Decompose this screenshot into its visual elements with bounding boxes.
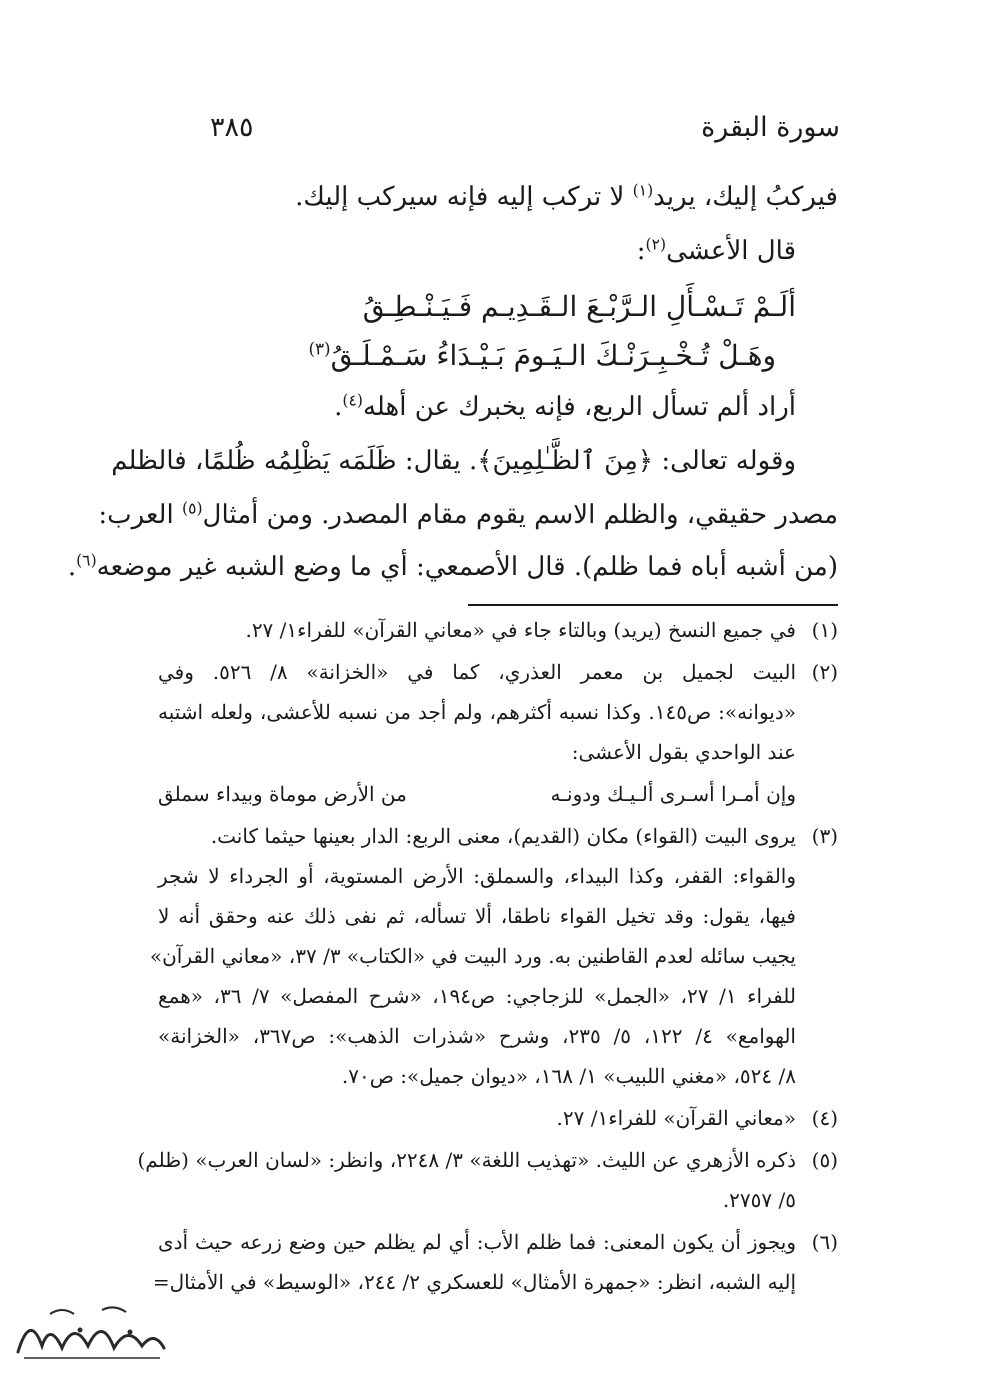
footnote-line: ويجوز أن يكون المعنى: فما ظلم الأب: أي لم يظلم حين وضع زرعه حيث أدى — [158, 1230, 796, 1254]
footnote-line: ذكره الأزهري عن الليث. «تهذيب اللغة» ٣/ ٢٢٤٨، وانظر: «لسان العرب» (ظلم) — [137, 1148, 796, 1172]
footnote-line: ٥/ ٢٧٥٧. — [722, 1188, 796, 1212]
footnote-separator — [468, 604, 838, 606]
main-line: فيركبُ إليك، يريد$^{(١)}$ لا تركب إليه فإنه سيركب إليك. — [295, 181, 838, 212]
footnote-line: ٨/ ٥٢٤، «مغني اللبيب» ١/ ١٦٨، «ديوان جميل»: ص٧٠. — [341, 1064, 796, 1088]
footnote-line: «معاني القرآن» للفراء١/ ٢٧. — [556, 1106, 796, 1130]
poem-hemistich-2: وهَـلْ تُـخْـبِـرَنْـكَ الـيَـومَ بَـيْـدَاءُ سَـمْـلَـقُ$^{(٣)}$ — [308, 338, 776, 372]
footnote-line: يروى البيت (القواء) مكان (القديم)، معنى الربع: الدار بعينها حيثما كانت. — [210, 824, 796, 848]
footnote-line: للفراء ١/ ٢٧، «الجمل» للزجاجي: ص١٩٤، «شرح المفصل» ٧/ ٣٦، «همع — [158, 984, 796, 1008]
footnote-number: (٦) — [811, 1230, 838, 1254]
main-line: أراد ألم تسأل الربع، فإنه يخبرك عن أهله$^{(٤)}$. — [334, 391, 796, 422]
footnote-ref: (٣) — [308, 338, 331, 359]
main-line: (من أشبه أباه فما ظلم). قال الأصمعي: أي ما وضع الشبه غير موضعه$^{(٦)}$. — [67, 551, 838, 582]
main-line: مصدر حقيقي، والظلم الاسم يقوم مقام المصدر. ومن أمثال$^{(٥)}$ العرب: — [98, 499, 838, 530]
footnote-line: البيت لجميل بن معمر العذري، كما في «الخزانة» ٨/ ٥٢٦. وفي — [158, 660, 796, 684]
footnote-verse-2: من الأرض موماة وبيداء سملق — [158, 782, 407, 806]
main-line: وقوله تعالى: ﴿مِنَ ٱلظَّـٰلِمِينَ﴾. يقال: ظَلَمَه يَظْلِمُه ظُلمًا، فالظلم — [111, 446, 796, 476]
footnote-number: (٢) — [811, 660, 838, 684]
footnote-line: إليه الشبه، انظر: «جمهرة الأمثال» للعسكري ٢/ ٢٤٤، «الوسيط» في الأمثال= — [152, 1270, 796, 1294]
footnote-ref: (١) — [632, 181, 654, 200]
footnote-ref: (٥) — [181, 499, 203, 518]
footnote-line: عند الواحدي بقول الأعشى: — [571, 740, 796, 764]
footnote-number: (١) — [811, 618, 838, 642]
footnote-line: الهوامع» ٤/ ١٢٢، ٥/ ٢٣٥، وشرح «شذرات الذهب»: ص٣٦٧، «الخزانة» — [158, 1024, 796, 1048]
main-line: قال الأعشى$^{(٢)}$: — [636, 235, 796, 266]
footnote-number: (٣) — [811, 824, 838, 848]
footnote-verse-1: وإن أمـرا أسـرى ألـيـك ودونـه — [550, 782, 796, 806]
footnote-line: «ديوانه»: ص١٤٥. وكذا نسبه أكثرهم، ولم أجد من نسبه للأعشى، ولعله اشتبه — [158, 700, 797, 724]
running-header — [210, 112, 840, 152]
page-number: ٣٨٥ — [210, 112, 254, 143]
footnote-ref: (٤) — [342, 391, 363, 410]
poem-hemistich-1: ألَـمْ تَـسْـأَلِ الـرَّبْـعَ الـقَـدِيـم فَـيَـنْـطِـقُ — [362, 290, 796, 323]
footnote-ref: (٢) — [645, 235, 667, 254]
surah-title: سورة البقرة — [701, 112, 840, 143]
footnote-line: والقواء: القفر، وكذا البيداء، والسملق: الأرض المستوية، أو الجرداء لا شجر — [158, 864, 796, 888]
footnote-line: في جميع النسخ (يريد) وبالتاء جاء في «معاني القرآن» للفراء١/ ٢٧. — [245, 618, 796, 642]
footnote-ref: (٦) — [76, 551, 97, 570]
stamp-logo — [10, 1302, 170, 1366]
footnote-number: (٥) — [811, 1148, 838, 1172]
footnote-line: فيها، يقول: وقد تخيل القواء ناطقا، ألا تسأله، ثم نفى ذلك عنه وحقق أنه لا — [158, 904, 796, 928]
footnote-number: (٤) — [811, 1106, 838, 1130]
footnote-line: يجيب سائله لعدم القاطنين به. ورد البيت في «الكتاب» ٣/ ٣٧، «معاني القرآن» — [149, 944, 796, 968]
